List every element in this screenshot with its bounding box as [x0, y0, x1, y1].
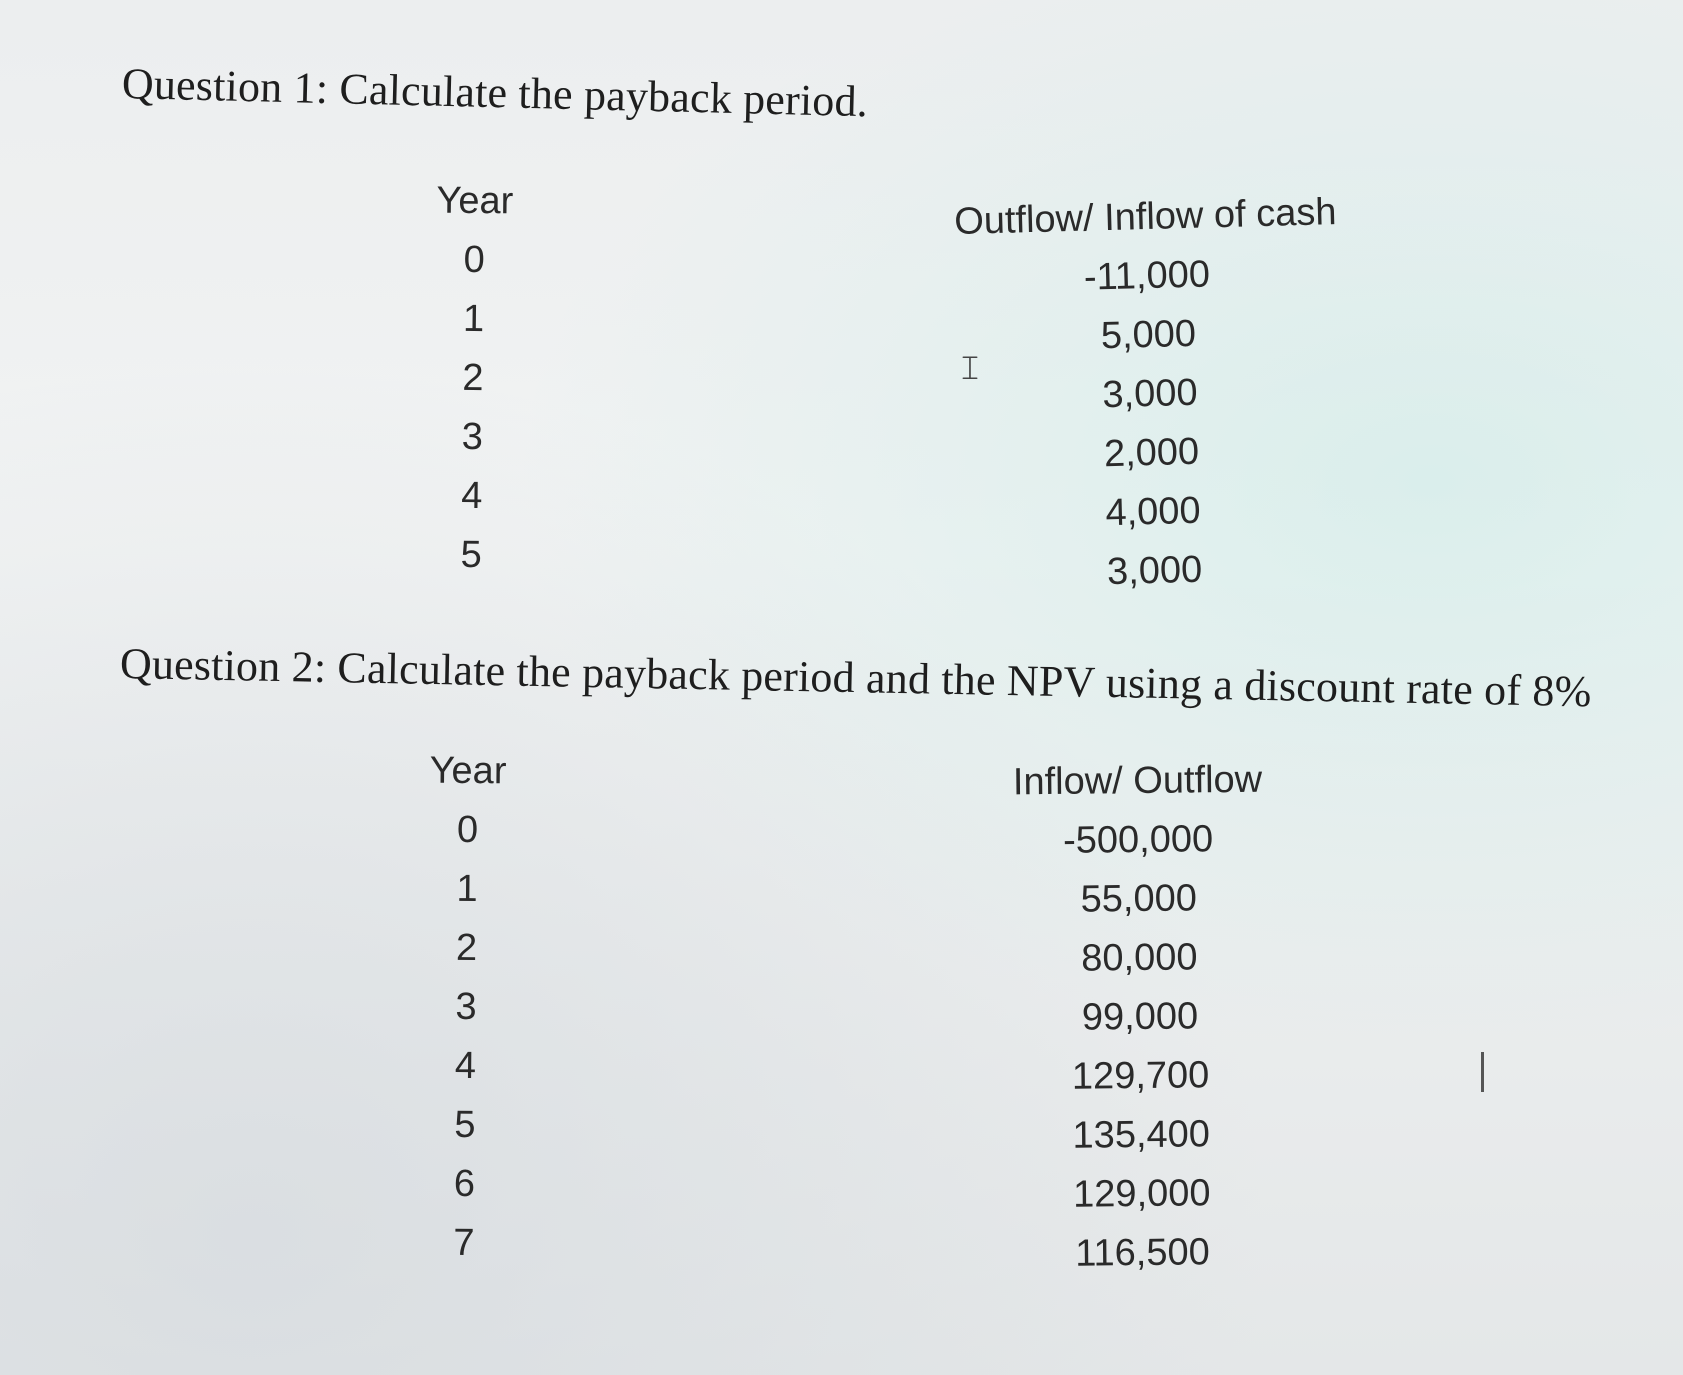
question-2-cashflow: 129,000 [1072, 1172, 1211, 1216]
question-2-year: 4 [454, 1044, 477, 1088]
question-2-cashflow-column [937, 750, 1343, 1285]
question-1-cashflow: 2,000 [1103, 430, 1200, 476]
question-1-cashflow: -11,000 [1083, 253, 1211, 299]
question-1-year: 4 [460, 474, 483, 518]
question-2-cashflow: 55,000 [1080, 877, 1198, 921]
text-caret-icon [1481, 1052, 1484, 1092]
question-2-year-column [394, 741, 539, 1273]
question-2-title: Question 2: Calculate the payback period and the NPV using a discount rate of 8% [119, 639, 1592, 717]
question-1-cashflow-header: Outflow/ Inflow of cash [953, 191, 1337, 244]
question-1-cashflow: 4,000 [1104, 489, 1202, 535]
question-1-year: 5 [460, 533, 482, 577]
question-2-year: 5 [454, 1103, 476, 1147]
question-2-cashflow: 135,400 [1072, 1113, 1211, 1157]
question-1-year: 3 [461, 415, 484, 459]
question-1-title: Question 1: Calculate the payback period. [121, 59, 869, 127]
question-2-year: 3 [455, 985, 477, 1029]
question-1-cashflow: 5,000 [1100, 312, 1197, 358]
question-2-year: 0 [456, 808, 479, 852]
question-2-year-header: Year [429, 749, 507, 793]
question-2-year: 2 [455, 926, 478, 970]
question-1-cashflow-column [945, 183, 1356, 606]
question-2-cashflow: -500,000 [1062, 818, 1214, 862]
question-2-cashflow: 129,700 [1071, 1054, 1210, 1098]
question-1-cashflow: 3,000 [1106, 548, 1203, 594]
question-1-year: 2 [462, 356, 484, 400]
question-2-cashflow: 116,500 [1074, 1231, 1210, 1275]
question-1-cashflow: 3,000 [1101, 371, 1199, 417]
text-cursor-icon: 𝙸 [958, 348, 982, 388]
question-2-year: 7 [453, 1221, 475, 1265]
question-1-year-column [401, 171, 545, 585]
question-2-cashflow: 99,000 [1081, 995, 1199, 1039]
question-1-year: 0 [463, 238, 486, 282]
question-1-year-header: Year [436, 179, 514, 223]
question-2-year: 1 [456, 867, 478, 911]
question-2-cashflow: 80,000 [1081, 936, 1198, 980]
question-1-year: 1 [462, 297, 485, 341]
question-2-year: 6 [453, 1162, 476, 1206]
question-2-cashflow-header: Inflow/ Outflow [1012, 758, 1263, 804]
